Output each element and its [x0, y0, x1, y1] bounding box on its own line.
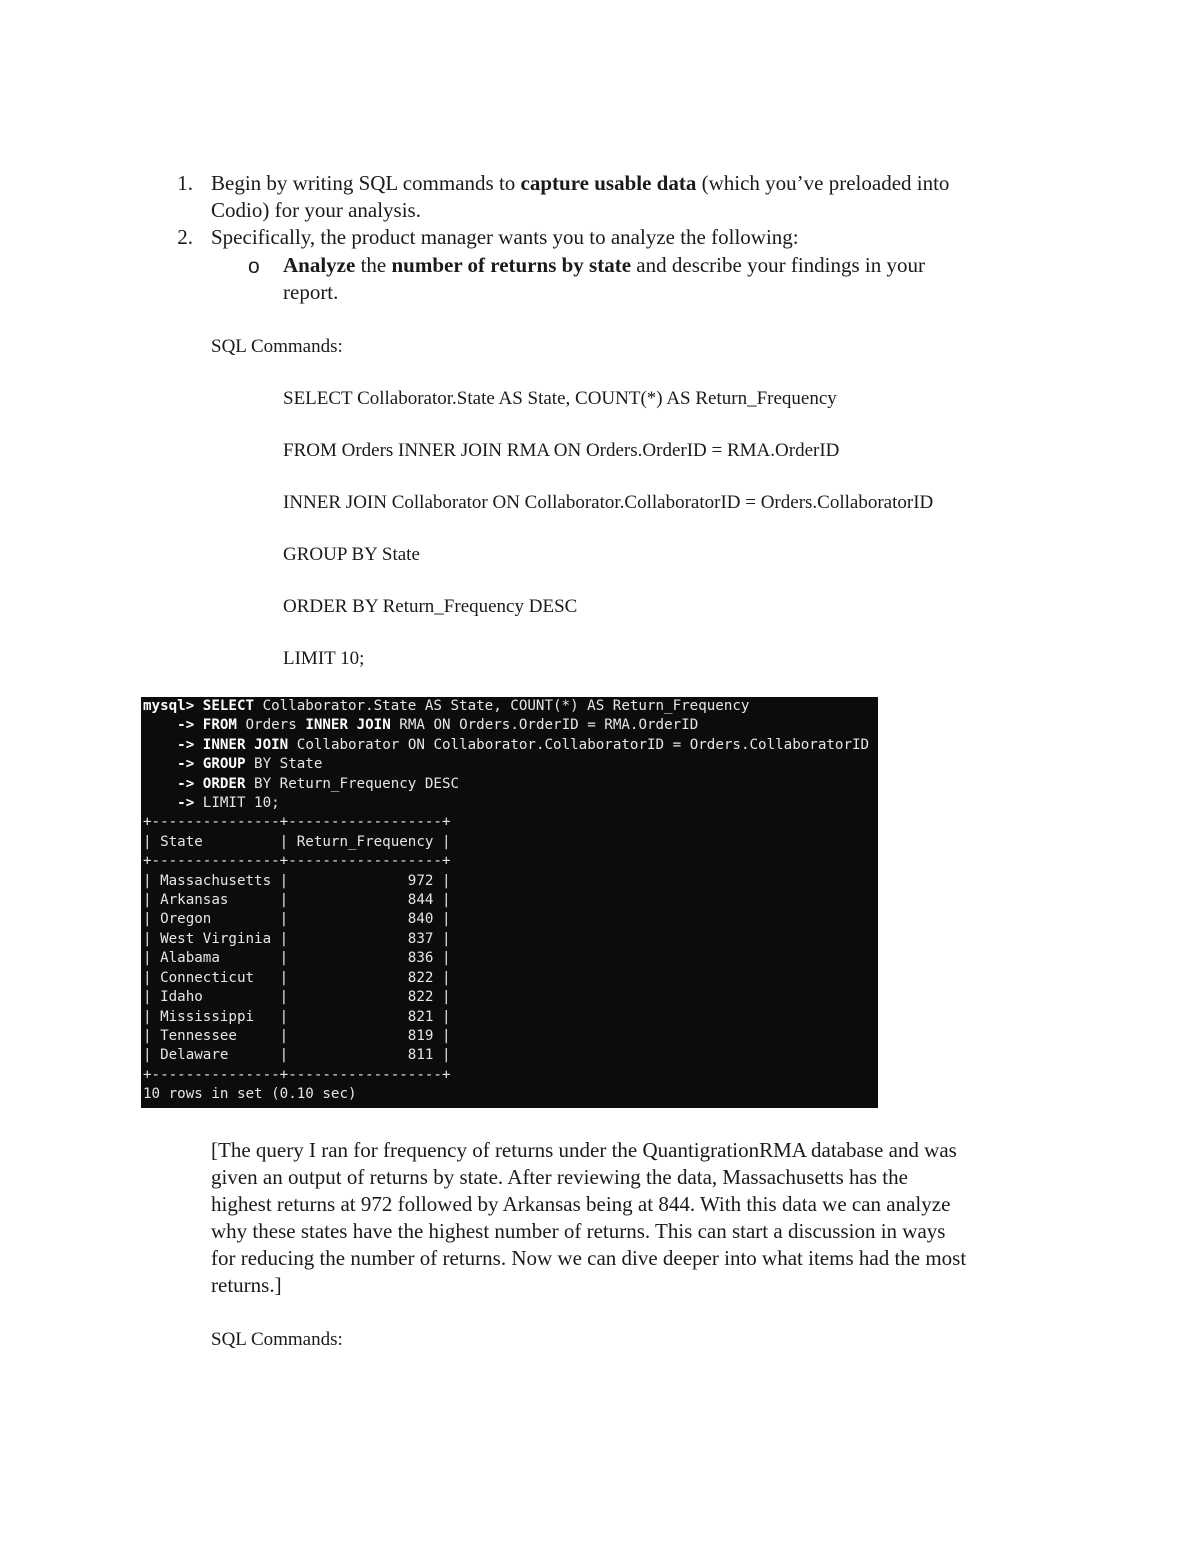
sublist-text: the — [355, 253, 392, 277]
sublist-text-tail: and describe your findings in your — [631, 253, 925, 277]
sublist-bullet: o — [248, 255, 260, 278]
sql-line: ORDER BY Return_Frequency DESC — [283, 596, 578, 617]
list-item-1-line-1 — [211, 170, 949, 197]
list-item-1-bold: capture usable data — [520, 171, 697, 195]
findings-line: highest returns at 972 followed by Arkansas being at 844. With this data we can analyze — [211, 1192, 951, 1216]
sublist-item-line-1 — [283, 252, 925, 279]
sublist-bold-returns: number of returns by state — [391, 253, 632, 277]
findings-line: [The query I ran for frequency of returns under the QuantigrationRMA database and was — [211, 1138, 957, 1162]
sql-line: GROUP BY State — [283, 544, 420, 565]
findings-line: for reducing the number of returns. Now we can dive deeper into what items had the most — [211, 1246, 967, 1270]
sql-line: SELECT Collaborator.State AS State, COUNT(*) AS Return_Frequency — [283, 388, 837, 409]
sql-commands-heading: SQL Commands: — [211, 336, 343, 357]
list-item-1-text: Begin by writing SQL commands to — [211, 171, 521, 195]
list-number-1: 1. — [177, 171, 193, 195]
list-item-1-text-tail: (which you’ve preloaded into — [696, 171, 950, 195]
list-item-2-line-1: Specifically, the product manager wants you to analyze the following: — [211, 225, 799, 249]
sql-commands-heading-2: SQL Commands: — [211, 1329, 343, 1350]
sublist-bold-analyze: Analyze — [283, 253, 356, 277]
list-number-2: 2. — [177, 225, 193, 249]
sql-line: INNER JOIN Collaborator ON Collaborator.CollaboratorID = Orders.CollaboratorID — [283, 492, 934, 513]
sql-line: FROM Orders INNER JOIN RMA ON Orders.OrderID = RMA.OrderID — [283, 440, 840, 461]
sublist-item-line-2: report. — [283, 280, 339, 304]
terminal-output: mysql> SELECT Collaborator.State AS State, COUNT(*) AS Return_Frequency -> FROM Orders INNER JOIN RMA ON Orders.OrderID = RMA.OrderID -> INNER JOIN Collaborator ON Collaborator.CollaboratorID = Orders.CollaboratorID -> GROUP BY State -> ORDER BY Return_Frequency DESC -> LIMIT 10; +---------------+------------------+ | State | Return_Frequency | +---------------+------------------+ | Massachusetts | 972 | | Arkansas | 844 | | Oregon | 840 | | West Virginia | 837 | | Alabama | 836 | | Connecticut | 822 | | Idaho | 822 | | Mississippi | 821 | | Tennessee | 819 | | Delaware | 811 | +---------------+------------------+ 10 rows in set (0.10 sec) — [143, 698, 870, 1103]
terminal-screenshot — [141, 697, 878, 1108]
findings-line: returns.] — [211, 1273, 282, 1297]
list-item-1-line-2: Codio) for your analysis. — [211, 198, 421, 222]
findings-line: given an output of returns by state. After reviewing the data, Massachusetts has the — [211, 1165, 908, 1189]
findings-line: why these states have the highest number of returns. This can start a discussion in ways — [211, 1219, 946, 1243]
sql-line: LIMIT 10; — [283, 648, 365, 669]
